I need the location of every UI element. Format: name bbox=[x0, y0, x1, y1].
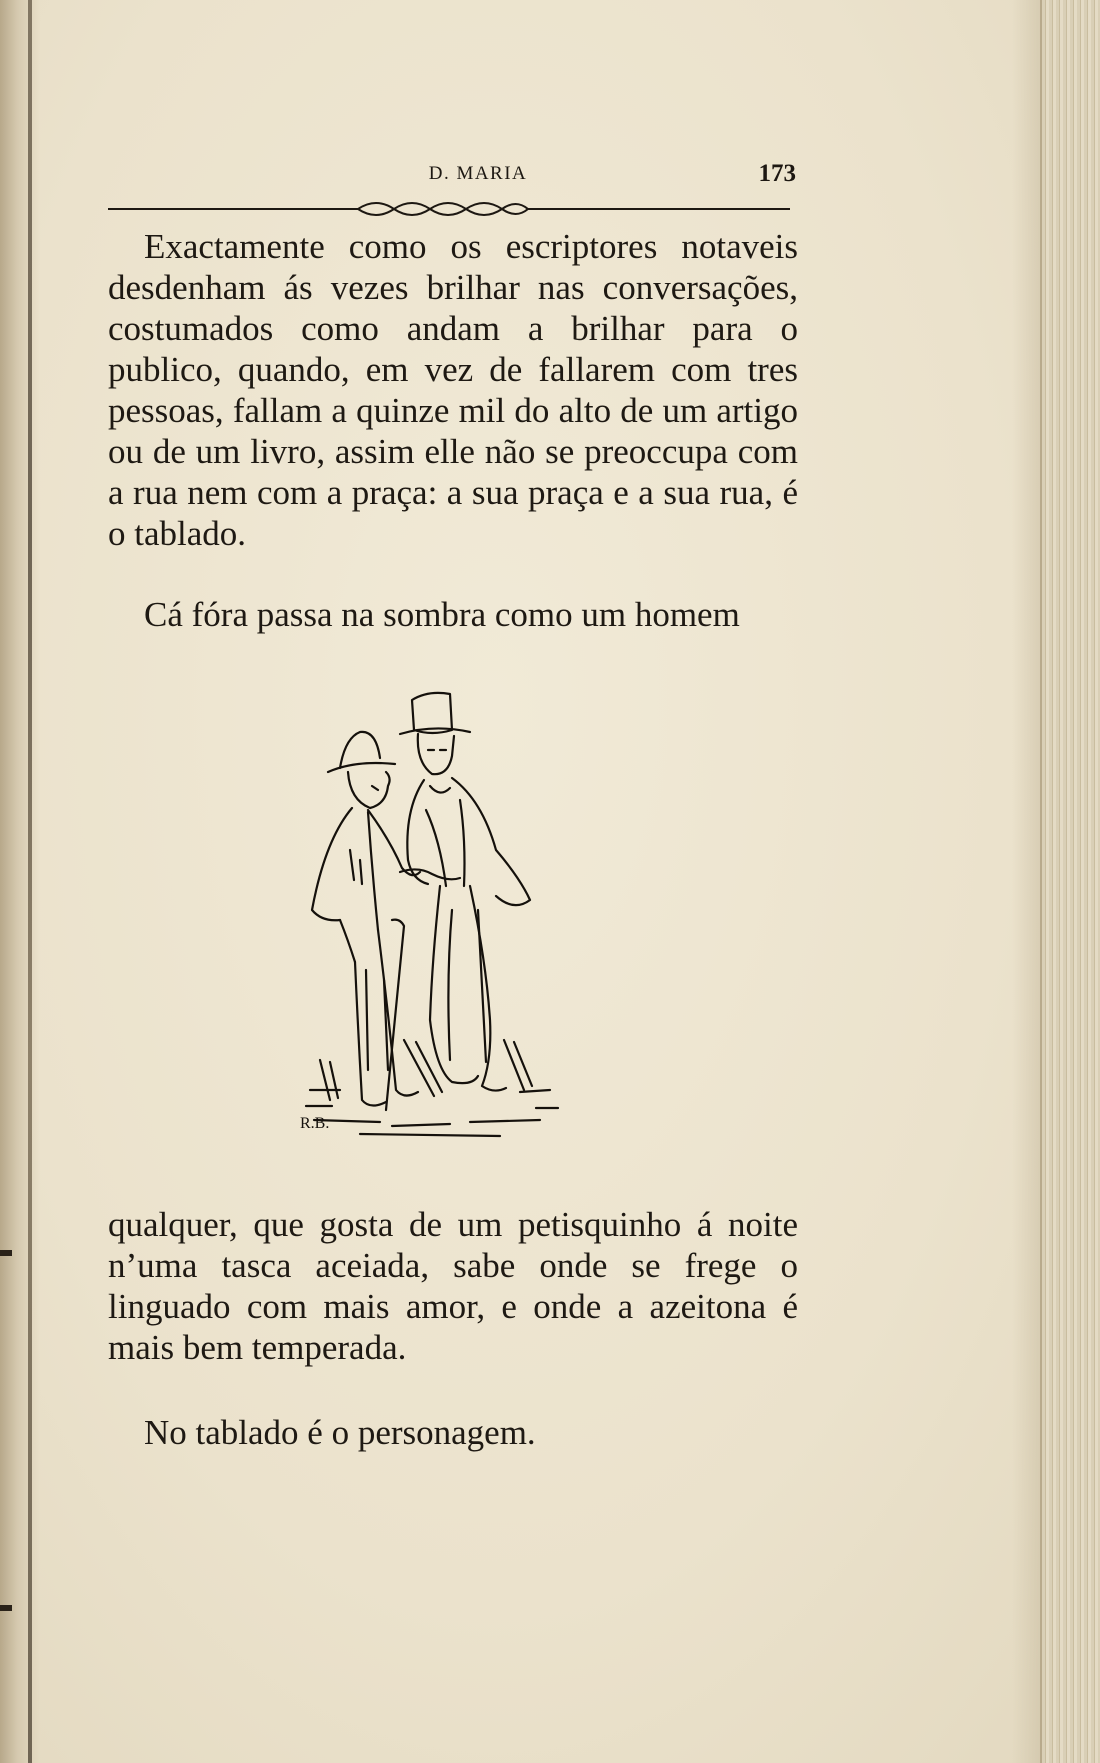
header-ornament-rule bbox=[108, 194, 790, 218]
binding-thread-mark bbox=[0, 1605, 12, 1611]
body-paragraph: qualquer, que gosta de um petisquinho á noite n’uma tasca aceiada, sabe onde se frege o linguado com mais amor, e onde a azeitona é mais bem temperada. bbox=[108, 1205, 798, 1367]
body-paragraph: Cá fóra passa na sombra como um homem bbox=[144, 595, 740, 634]
body-paragraph: No tablado é o personagem. bbox=[144, 1413, 536, 1452]
binding-thread-mark bbox=[0, 1250, 12, 1256]
page-header bbox=[108, 160, 796, 190]
body-paragraph: Exactamente como os escriptores notaveis desdenham ás vezes brilhar nas conversações, costumados como andam a brilhar para o publico, quando, em vez de fallarem com tres pessoas, fallam a quinze mil do alto de um artigo ou de um livro, assim elle não se preoccupa com a rua nem com a praça: a sua praça e a sua rua, é o tablado. bbox=[108, 227, 798, 553]
binding-edge bbox=[28, 0, 32, 1763]
running-head: D. MARIA bbox=[428, 163, 528, 184]
engraving-two-men-talking bbox=[300, 690, 620, 1160]
binding-shadow bbox=[0, 0, 40, 1763]
page-curl-shade bbox=[1012, 0, 1042, 1763]
page-number: 173 bbox=[758, 160, 796, 187]
illustration-signature: R.B. bbox=[300, 1115, 330, 1132]
page-edge-stack bbox=[1040, 0, 1100, 1763]
